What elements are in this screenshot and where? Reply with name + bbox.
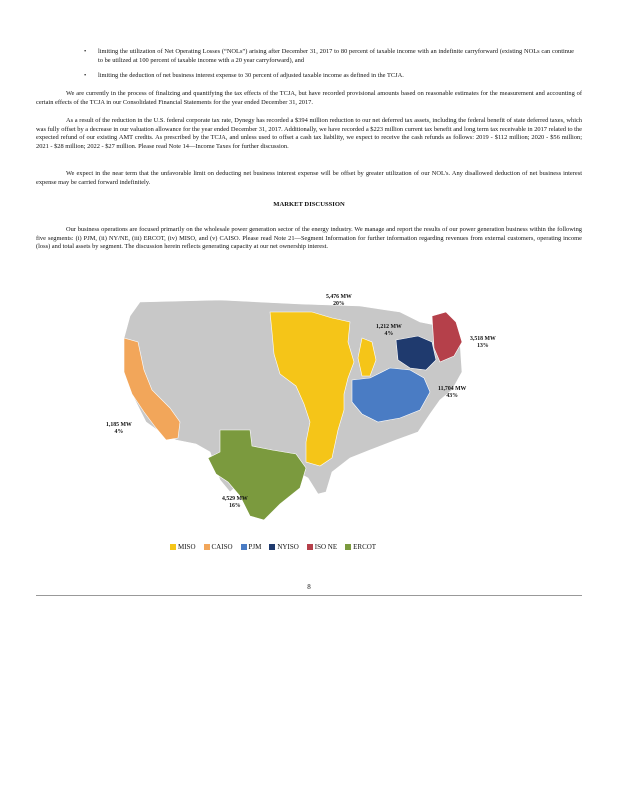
map-legend (170, 543, 470, 551)
legend-item-caiso: CAISO (204, 543, 233, 551)
paragraph: We expect in the near term that the unfavorable limit on deducting net business interest expense will be offset by greater utilization of our NOL's. Any disallowed deduction of net business interest expense may be carried forward indefinitely. (36, 170, 582, 186)
label-isone (470, 336, 496, 350)
legend-item-isone: ISO NE (307, 543, 337, 551)
nyiso-mw: 1,212 MW (376, 324, 402, 330)
paragraph: We are currently in the process of finalizing and quantifying the tax effects of the TCJA, but have recorded provisional amounts based on reasonable estimates for the measurement and accounting of certain effects of the TCJA in our Consolidated Financial Statements for the year ended December 31, 2017. (36, 90, 582, 106)
caiso-mw: 1,185 MW (106, 422, 132, 428)
footer-rule (36, 595, 582, 596)
label-ercot (222, 496, 248, 510)
label-miso (326, 294, 352, 308)
caiso-pct: 4% (114, 429, 124, 435)
legend-swatch (269, 544, 275, 550)
legend-item-miso: MISO (170, 543, 196, 551)
isone-pct: 13% (477, 343, 489, 349)
paragraph: As a result of the reduction in the U.S. federal corporate tax rate, Dynegy has recorded a $394 million reduction to our net deferred tax assets, including the federal benefit of state deferred taxes, which was fully offset by a decrease in our valuation allowance for the year ended December 31, 2017. Additionally, we have recorded a $223 million current tax benefit and long term tax receivable in 2017 related to the expected refund of our existing AMT credits. As prescribed by the TCJA, and unless used to offset a cash tax liability, we expect to receive the cash refunds as follows: 2019 - $112 million; 2020 - $56 million; 2021 - $28 million; 2022 - $27 million. Please read Note 14—Income Taxes for further discussion. (36, 117, 582, 150)
miso-mw: 5,476 MW (326, 294, 352, 300)
pjm-mw: 11,704 MW (438, 386, 467, 392)
legend-item-ercot: ERCOT (345, 543, 376, 551)
label-nyiso (376, 324, 402, 338)
legend-swatch (307, 544, 313, 550)
nyiso-pct: 4% (384, 331, 394, 337)
bullet-dot: • (84, 72, 87, 79)
legend-swatch (170, 544, 176, 550)
legend-swatch (241, 544, 247, 550)
bullet-text: limiting the utilization of Net Operating Losses (“NOLs”) arising after December 31, 2017 to 80 percent of taxable income with an indefinite carryforward (existing NOLs can continue to be utilized at 100 percent of taxable income with a 20 year carryforward), and (98, 48, 574, 64)
legend-swatch (204, 544, 210, 550)
page-number: 8 (307, 583, 311, 591)
us-map-graphic (100, 282, 510, 546)
paragraph: Our business operations are focused primarily on the wholesale power generation sector of the energy industry. We manage and report the results of our power generation business within the following five segments: (i) PJM, (ii) NY/NE, (iii) ERCOT, (iv) MISO, and (v) CAISO. Please read Note 21—Segment Information for further information regarding revenues from external customers, operating income (loss) and total assets by segment. The discussion herein reflects generating capacity at our net ownership interest. (36, 226, 582, 251)
legend-item-nyiso: NYISO (269, 543, 298, 551)
bullet-text: limiting the deduction of net business interest expense to 30 percent of adjusted taxable income as defined in the TCJA. (98, 72, 404, 79)
isone-mw: 3,518 MW (470, 336, 496, 342)
legend-swatch (345, 544, 351, 550)
legend-item-pjm: PJM (241, 543, 262, 551)
ercot-pct: 16% (229, 503, 241, 509)
section-heading: MARKET DISCUSSION (273, 201, 345, 208)
label-caiso (106, 422, 132, 436)
ercot-mw: 4,529 MW (222, 496, 248, 502)
miso-pct: 20% (333, 301, 345, 307)
bullet-dot: • (84, 48, 87, 55)
label-pjm (438, 386, 466, 400)
pjm-pct: 43% (446, 393, 458, 399)
us-market-map (100, 282, 510, 546)
